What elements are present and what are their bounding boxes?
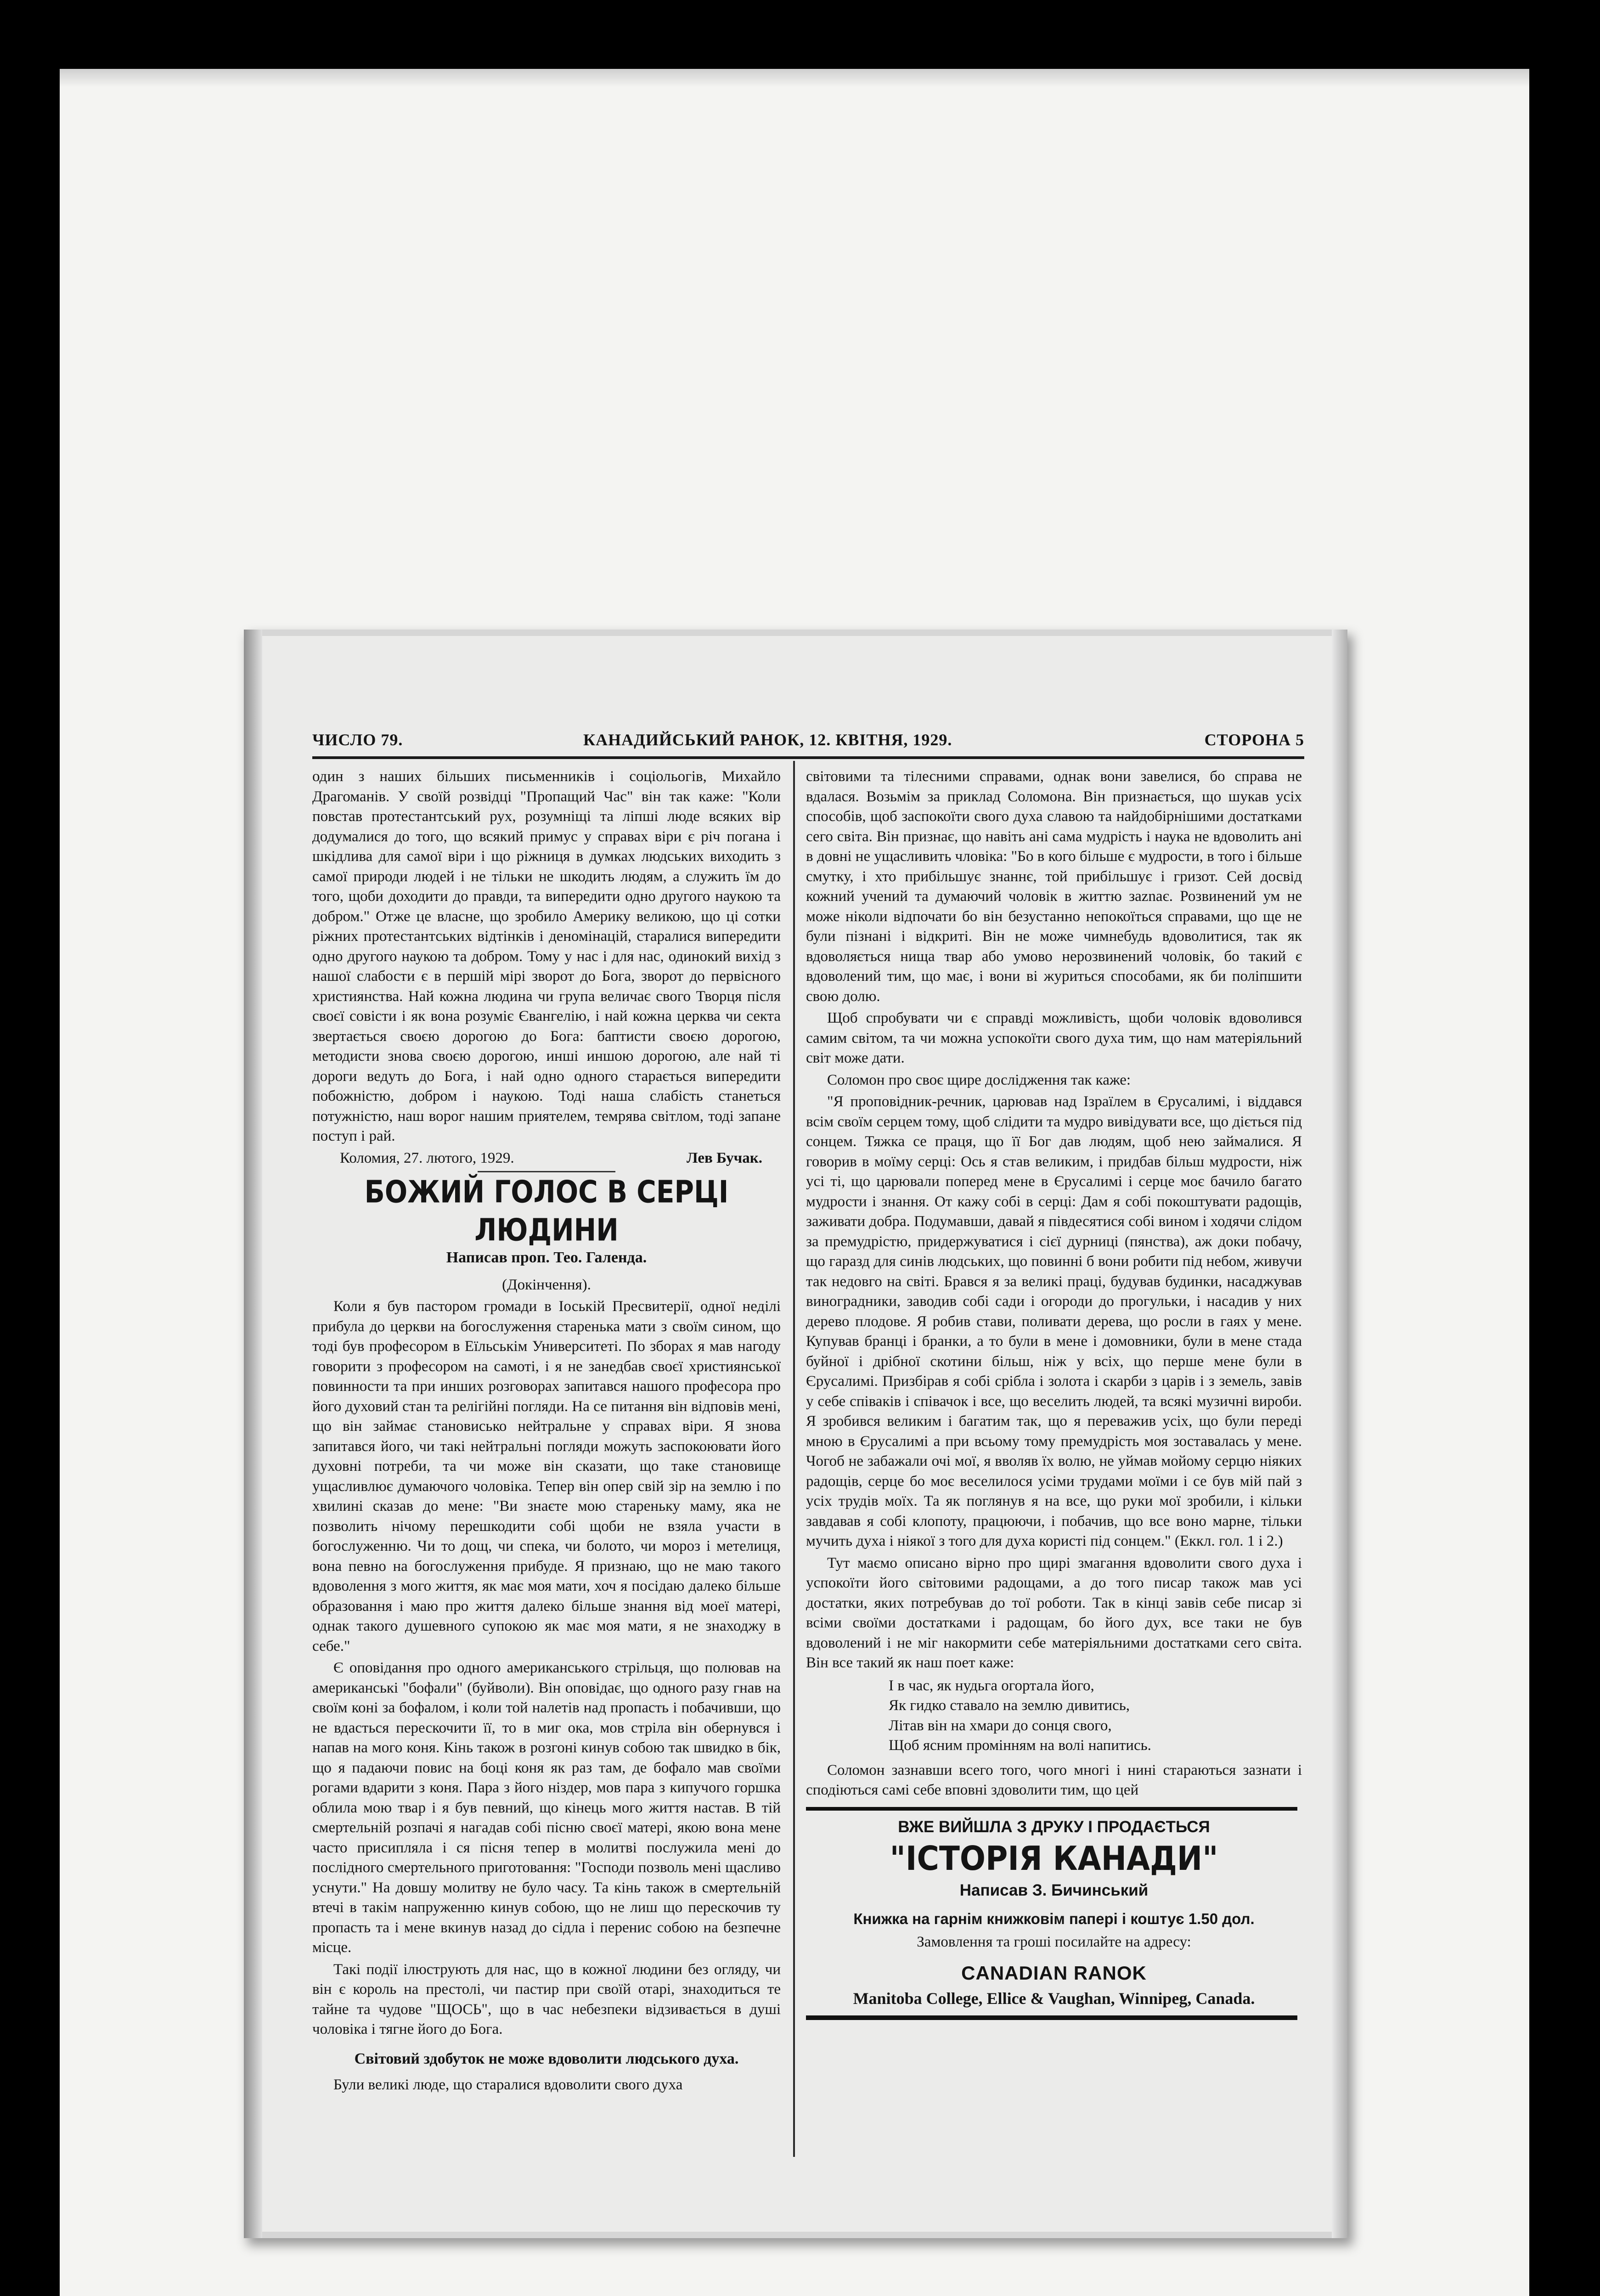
paragraph: Соломон про своє щире дослідження так каже: <box>827 1071 1131 1088</box>
book-advertisement <box>806 1815 1302 2010</box>
advert-order-note: Замовлення та гроші посилайте на адресу: <box>917 1933 1191 1950</box>
right-column <box>806 767 1302 2020</box>
poem-quote <box>889 1676 1302 1756</box>
advert-book-title: "ІСТОРІЯ КАНАДИ" <box>890 1839 1218 1878</box>
poem-line: Літав він на хмари до сонця свого, <box>889 1717 1112 1734</box>
place-date: Коломия, 27. лютого, 1929. <box>340 1149 514 1166</box>
poem-line: Щоб ясним промінням на волі напитись. <box>889 1737 1151 1754</box>
left-column <box>312 767 781 2097</box>
page-edge-shadow <box>1332 630 1347 2238</box>
masthead: КАНАДИЙСЬКИЙ РАНОК, 12. КВІТНЯ, 1929. <box>583 731 952 749</box>
advert-price: Книжка на гарнім книжковім папері і коштує 1.50 дол. <box>853 1910 1255 1927</box>
divider <box>478 1171 615 1172</box>
advert-bottom-rule <box>806 2015 1297 2020</box>
issue-number: ЧИСЛО 79. <box>312 731 403 749</box>
header-rule <box>312 756 1304 759</box>
frame-shadow <box>60 69 1529 87</box>
quotation: "Я проповідник-речник, царював над Ізраїлем в Єрусалимі, і віддався всім своїм серцем тому, щоб слідити та мудро вивідувати все, що діється під сонцем. Тяжка се праця, що її Бог дав людям, щоб нею займалися. Я говорив в моїму серці: Ось я став великим, і придбав більш мудрости, ніж усі ті, що царювали поперед мене в Єрусалимі і серце моє бачило багато мудрости і знання. От кажу собі в серці: Дам я собі покоштувати радощів, заживати добра. Подумавши, давай я півдесятися собі вином і ходячи слідом за премудрістю, придержуватися і сієї дурниці (пянства), аж доки побачу, що гаразд для синів людських, що повинні б вони робити під небом, живучи так недовго на світі. Брався я за великі праці, будував будинки, насаджував виноградники, заводив собі сади і огороди до прогульки, і насадив у них дерево плодове. Я робив стави, поливати дерева, що росли в гаях у мене. Купував бранці і бранки, а то були в мене і домовники, були в мене стада буйної і дрібної скотини більш, ніж у всіх, що перше мене були в Єрусалимі. Призбірав я собі срібла і золота і скарби з царів і з земель, завів у себе співаків і співачок і все, що веселить людей, та всякі музичні вироби. Я зробився великим і багатим так, що я переважив усіх, що були переді мною в Єрусалимі а при всьому тому премудрість моя зоставалась у мене. Чогоб не забажали очі мої, я вволяв їх волю, не уймав мойому серцю ніяких радощів, серце бо моє веселилося усіми трудами моїми і се був мій пай з усіх трудів моїх. Та як поглянув я на все, що руки мої зробили, і кільки завдавав я собі клопоту, працюючи, і побачив, що все воно марне, тільки мучить духа і ніякої з того для духа користі під сонцем." (Еккл. гол. 1 і 2.) <box>806 1093 1302 1549</box>
column-divider <box>793 761 795 2157</box>
byline: Написав проп. Тео. Галенда. <box>446 1249 647 1266</box>
advert-address: Manitoba College, Ellice & Vaughan, Winnipeg, Canada. <box>853 1989 1255 2008</box>
paragraph: Тут маємо описано вірно про щирі змагання вдоволити свого духа і успокоїти його світовими радощами, а до того писар також мав усі достатки, яких потребував до тої роботи. Так в кінці завів себе писар зі всіми своїми достатками і радощам, бо його дух, все таки не був вдоволений і не міг накормити себе матеріяльними достатками сего світа. Він все такий як наш поет каже: <box>806 1554 1302 1671</box>
paragraph: світовими та тілесними справами, однак вони завелися, бо справа не вдалася. Возьмім за приклад Соломона. Він признається, що шукав усіх способів, щоб заспокоїти свого духа славою та найдобірнішими достатками сего світа. Він признає, що навіть ані сама мудрість і наука не вдоволить ані в довні не ущасливить чловіка: "Бо в кого більше є мудрости, в того і більше смутку, і хто прибільшує знаннє, той прибільшує і гризот. Сей досвід кожний учений та думаючий чоловік в життю заznає. Розвинений ум не може ніколи відпочати бо він безустанно непокоїться справами, що ще не були пізнані і відкриті. Він не може чимнебудь вдоволитися, так як вдоволяється нища твар або умово нерозвинений чоловік, бо такий є вдоволений тим, що має, і вони ві журиться способами, як би поліпшити свою долю. <box>806 768 1302 1005</box>
paragraph: Були великі люде, що старалися вдоволити свого духа <box>333 2077 683 2093</box>
advert-publisher: CANADIAN RANOK <box>961 1962 1147 1984</box>
page-header <box>312 730 1304 758</box>
article-title: БОЖИЙ ГОЛОС В СЕРЦІ ЛЮДИНИ <box>364 1174 729 1248</box>
newspaper-page <box>250 636 1341 2232</box>
page-edge-shadow <box>244 630 262 2238</box>
advert-author: Написав З. Бичинський <box>959 1881 1149 1899</box>
paragraph: Коли я був пастором громади в Іоській Пресвитерії, одної неділі прибула до церкви на богослуження старенька мати з своїм сином, що тоді був професором в Еїльськім Университеті. По зборах я мав нагоду говорити з професором на самоті, і я не занедбав своєї християнської повинности та при инших розговорах запитався нашого професора про його духовий стан та релігійні погляди. На се питання він відповів мені, що він займає становисько нейтральне у справах віри. Я знова запитався його, чи такі нейтральні погляди можуть заспокоювати його духовні потреби, та чи може він сказати, що таке становище ущасливлює думаючого чоловіка. Тепер він опер свій зір на землю і по хвилині сказав до мене: "Ви знаєте мою стареньку маму, яка не позволить нічому перешкодити собі щоби не взяла участи в богослуженню. Чи то дощ, чи спека, чи болото, чи мороз і метелиця, вона певно на богослуження прибуде. Я признаю, що не маю такого вдоволення з мого життя, як має моя мати, хоч я посідаю далеко більше образовання і маю про життя далеко більше знання від моеї матері, однак такого душевного супокою як має моя мати, я не знаходжу в себе." <box>312 1298 781 1654</box>
paragraph: Щоб спробувати чи є справді можливість, щоби чоловік вдоволився самим світом, та чи можна успокоїти свого духа тим, що нам матеріяльний світ може дати. <box>806 1010 1302 1066</box>
advert-announcement: ВЖЕ ВИЙШЛА З ДРУКУ І ПРОДАЄТЬСЯ <box>898 1818 1210 1836</box>
paragraph: Такі події ілюструють для нас, що в кожної людини без огляду, чи він є король на престолі, чи пастир при своїй отарі, знаходиться те тайне та чудове "ЩОСЬ", що в час небезпеки відзивається в душі чоловіка і тягне його до Бога. <box>312 1961 781 2037</box>
paragraph: Є оповідання про одного американського стрільця, що полював на американські "бофали" (буйволи). Він оповідає, що одного разу гнав на своїм коні за бофалом, і коли той налетів над пропасть і побачивши, що не вдасться перескочити її, то в миг ока, мов стріла він обернувся і напав на мого коня. Кінь також в розгоні кинув собою так швидко в бік, що я падаючи повис на боці коня як раз там, де бофало мав своїми рогами вдарити з коня. Пара з його ніздер, мов пара з кипучого горшка облила мою твар і я був певний, що кінець мого життя настав. В тій смертельній розпачі я нагадав собі пісню своєї матері, якою вона мене часто присипляла і ся пісня тепер в молитві послужила мені до послідного смертельного приготовання: "Господи позволь мені щасливо уснути." На довшу молитву не було часу. Та кінь також в смертельній втечі в такім напруженню кинув собою, що не лиш що перескочив ту пропасть та і мене вкинув назад до сідла і перенис собою на безпечне місце. <box>312 1660 781 1956</box>
poem-line: І в час, як нудьга огортала його, <box>889 1677 1094 1694</box>
advert-top-rule <box>806 1807 1297 1811</box>
signature-row <box>340 1148 762 1169</box>
poem-line: Як гидко ставало на землю дивитись, <box>889 1697 1130 1714</box>
paragraph: один з наших більших письменників і соціольогів, Михайло Драгоманів. У своїй розвідці "Пропащий Час" він так каже: "Коли повстав протестантський рух, розумніщі та ліпші люде всяких вір додумалися до того, що всякий примус у справах віри є річ погана і шкідлива для самої віри і що ріжниця в думках людських виходить з самої природи людей і не тільки не шкодить людям, а служить їм до того, щоби доходити до правди, та випередити одно другого наукою та добром." Отже це власне, що зробило Америку великою, що ці сотки ріжних протестантських відтінків і деномінацій, старалися випередити одно другого наукою та добром. Тому у нас і для нас, одинокий вихід з нашої слабости є в першій мірі зворот до Бога, зворот до первісного християнства. Най кожна людина чи група величає свого Творця після своєї совісти і як вона розуміє Євангелію, і най кожна церква чи секта звертається своєю дорогою до Бога: баптисти своєю дорогою, методисти знова своєю дорогою, инші иншою дорогою, але най ті дороги ведуть до Бога, і най одно одного старається випередити побожністю, добром і наукою. Тоді наша слабість станеться потужністю, наш ворог нашим приятелем, темрява світлом, тоді запане поступ і рай. <box>312 768 781 1144</box>
section-subheading: Світовий здобуток не може вдоволити людського духа. <box>354 2050 739 2067</box>
paragraph: Соломон зазнавши всего того, чого многі і нині стараються зазнати і сподіються самі себе вповні здоволити тим, що цей <box>806 1761 1302 1798</box>
continued-note: (Докінчення). <box>502 1276 591 1293</box>
page-number: СТОРОНА 5 <box>1204 731 1304 749</box>
author-name: Лев Бучак. <box>687 1149 762 1166</box>
